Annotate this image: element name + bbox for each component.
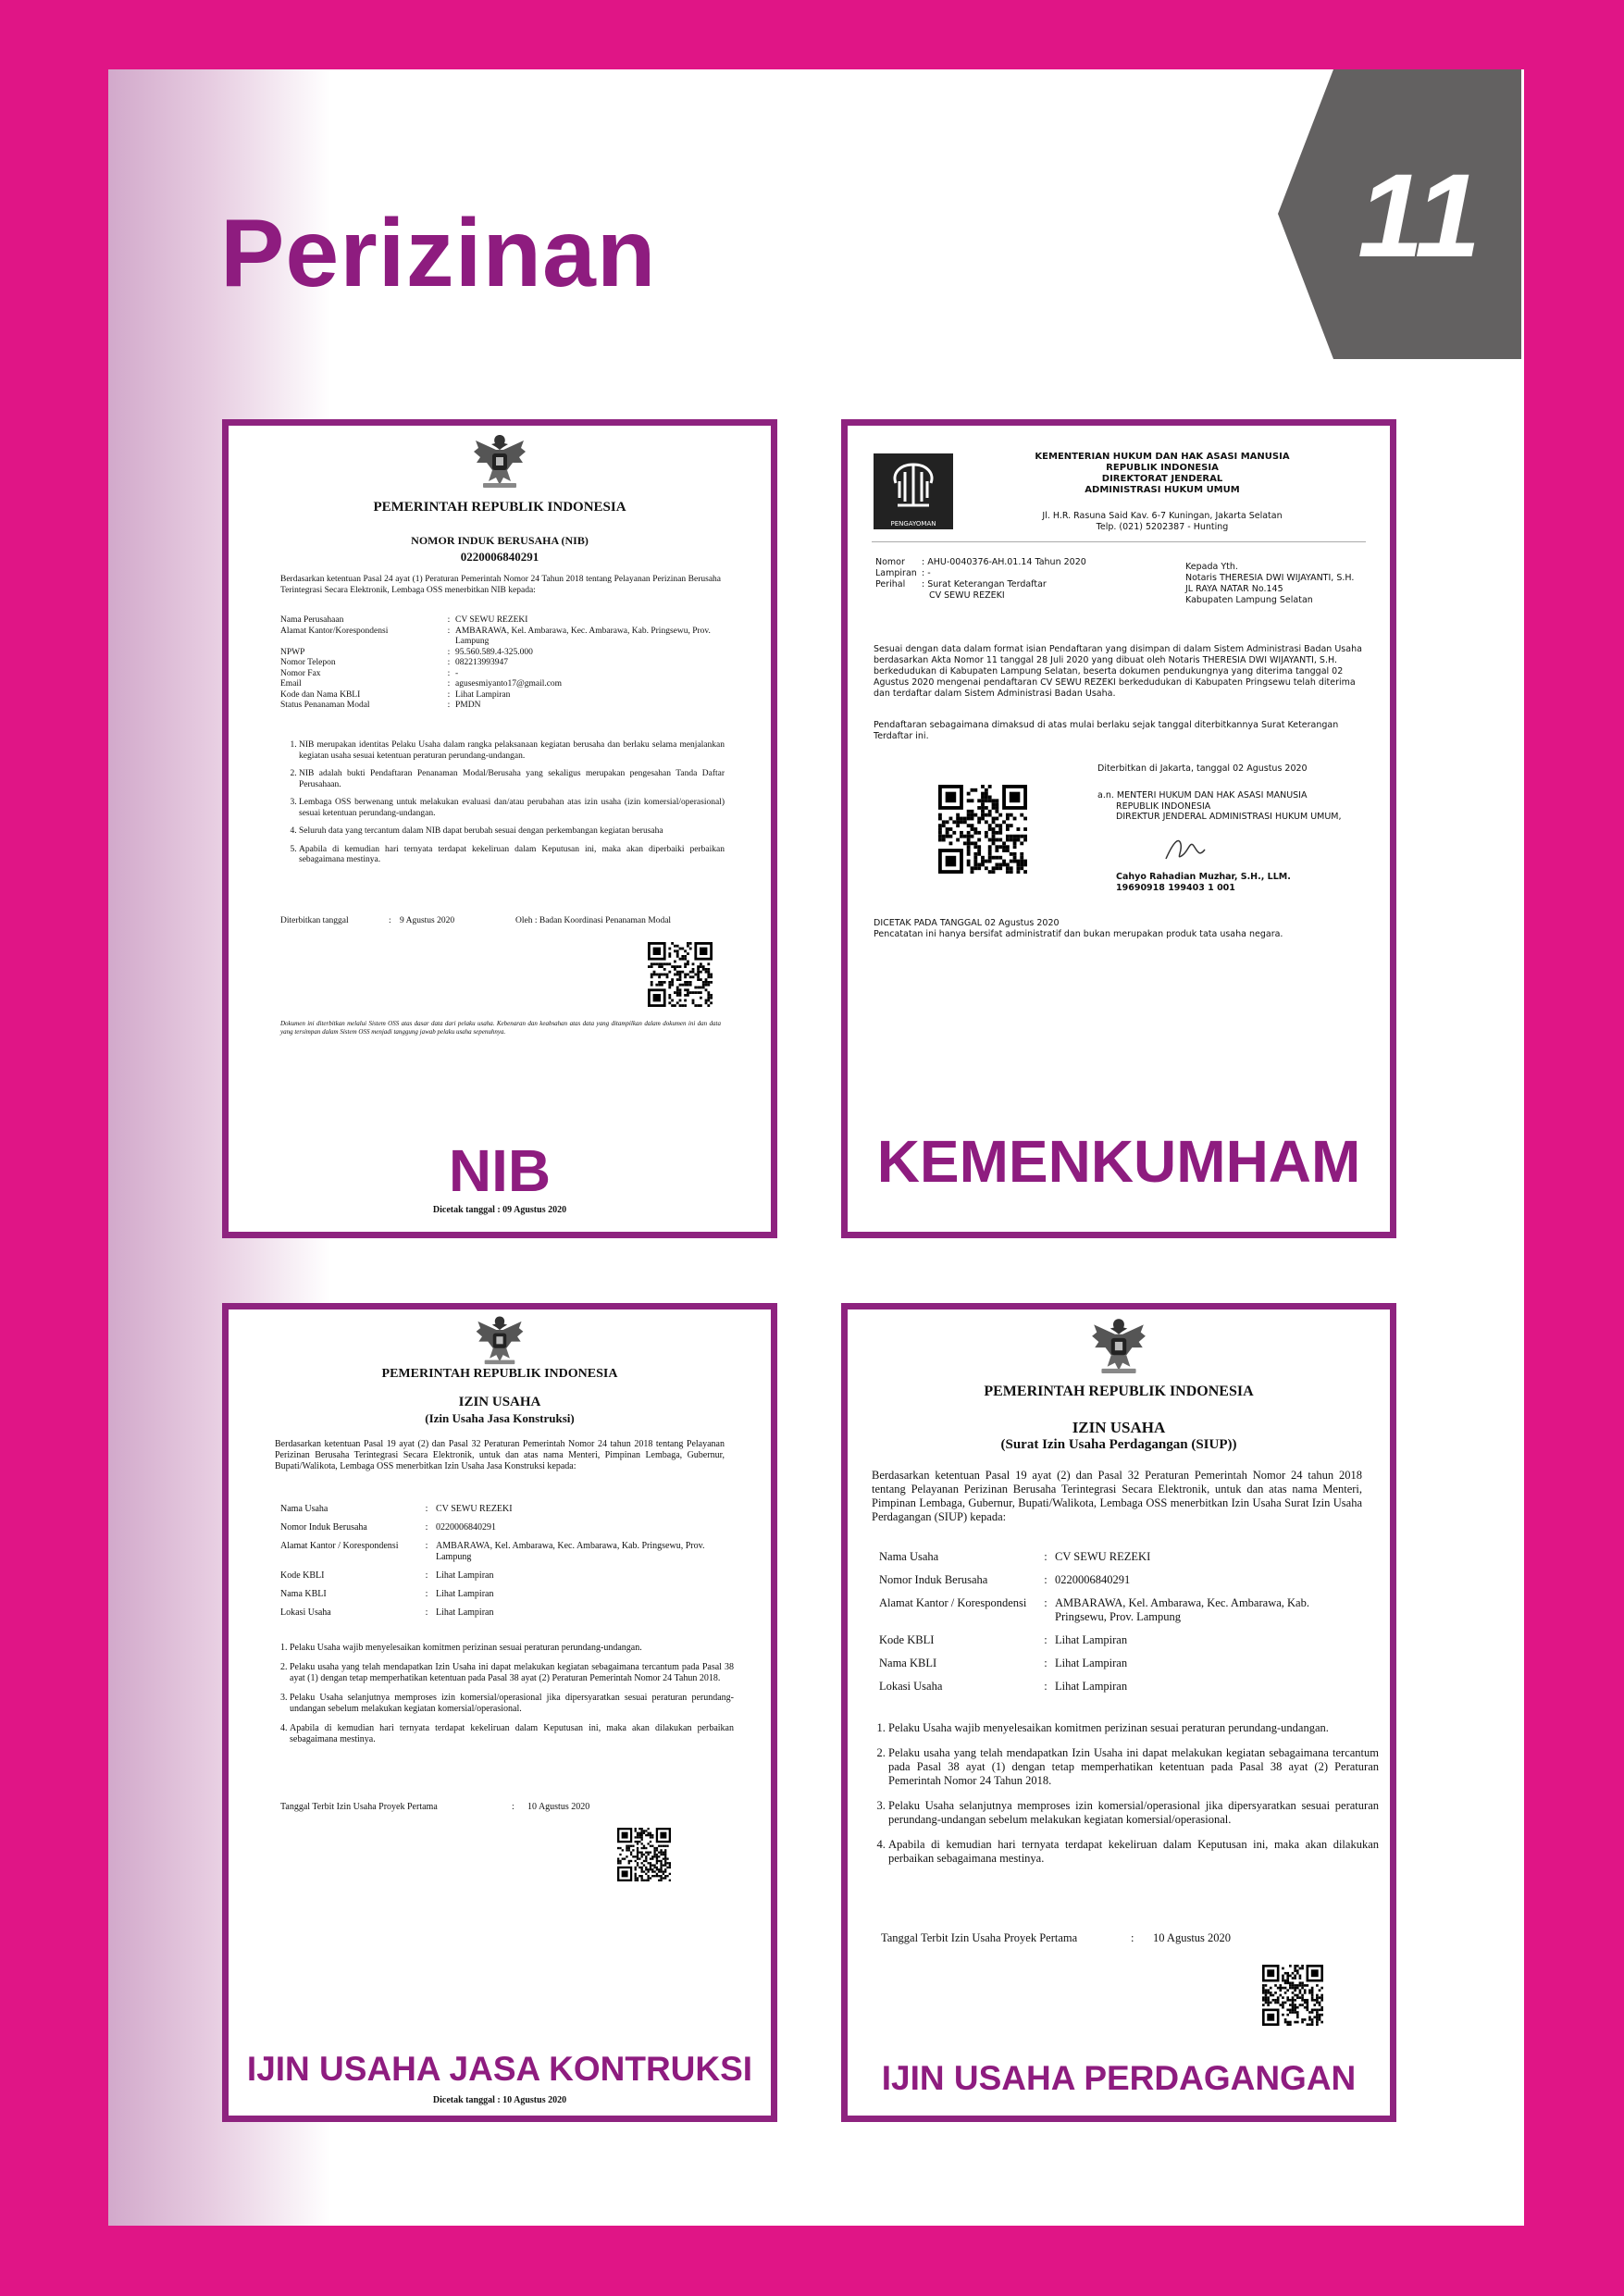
table-row: [280, 648, 721, 659]
field-separator: :: [1044, 1596, 1048, 1609]
qr-code-icon: [648, 942, 713, 1007]
field-value: -: [455, 668, 459, 678]
table-row: [280, 1589, 715, 1607]
government-heading: PEMERINTAH REPUBLIK INDONESIA: [373, 500, 626, 515]
table-row: [280, 679, 721, 690]
field-separator: :: [447, 679, 451, 689]
header-line: DIREKTORAT JENDERAL: [1101, 474, 1223, 484]
issued-date: 9 Agustus 2020: [400, 916, 455, 925]
field-separator: :: [425, 1607, 428, 1618]
issued-separator: :: [1131, 1931, 1134, 1944]
field-separator: :: [425, 1541, 428, 1551]
field-label: Nama Usaha: [280, 1504, 329, 1514]
print-note-block: [874, 918, 1283, 940]
field-label: Kode dan Nama KBLI: [280, 689, 361, 700]
government-heading: PEMERINTAH REPUBLIK INDONESIA: [984, 1384, 1254, 1399]
table-row: [879, 1633, 1360, 1657]
table-row: [280, 615, 721, 627]
field-separator: :: [447, 701, 451, 710]
address-line: Jl. H.R. Rasuna Said Kav. 6-7 Kuningan, Jakarta Selatan: [1042, 511, 1283, 521]
field-label: Nomor Induk Berusaha: [280, 1522, 367, 1533]
card-label: IJIN USAHA PERDAGANGAN: [881, 2059, 1357, 2097]
recipient-line: Kabupaten Lampung Selatan: [1185, 595, 1313, 605]
field-separator: :: [447, 689, 451, 700]
admin-note: Pencatatan ini hanya bersifat administratif dan bukan merupakan produk tata usaha negara.: [874, 929, 1283, 939]
card-label: IJIN USAHA JASA KONTRUKSI: [246, 2050, 753, 2088]
page-number: 11: [1357, 150, 1481, 282]
list-item: 2. Pelaku usaha yang telah mendapatkan Izin Usaha ini dapat melakukan kegiatan sebagaimana tercantum pada Pasal 38 ayat (1) dengan tetap memperhatikan ketentuan pada Pasal 38 ayat (2) Peraturan Pemerintah Nomor 24 Tahun 2018.: [888, 1746, 1379, 1788]
field-value: Lihat Lampiran: [1055, 1680, 1128, 1693]
issued-separator: :: [389, 916, 391, 925]
license-fields-table: [879, 1550, 1360, 1703]
doc-title: IZIN USAHA: [458, 1395, 541, 1409]
nib-provisions-list: [284, 740, 725, 866]
field-label: Lokasi Usaha: [280, 1607, 331, 1618]
header-line: REPUBLIK INDONESIA: [1106, 463, 1219, 473]
field-separator: :: [447, 626, 451, 636]
table-row: [280, 1504, 715, 1522]
field-separator: :: [1044, 1550, 1048, 1563]
list-item: 4. Apabila di kemudian hari ternyata terdapat kekeliruan dalam Keputusan ini, maka akan dilakukan perbaikan sebagaimana mestinya.: [888, 1838, 1379, 1866]
issued-date: 10 Agustus 2020: [527, 1802, 590, 1812]
field-label: Nama KBLI: [879, 1657, 937, 1669]
ministry-header: [968, 452, 1357, 496]
card-nib: [222, 419, 777, 1238]
list-item: 1. NIB merupakan identitas Pelaku Usaha dalam rangka pelaksanaan kegiatan berusaha dan berlaku selama menjalankan kegiatan usaha sesuai ketentuan peraturan perundang-undangan.: [299, 740, 725, 762]
table-row: [280, 1607, 715, 1626]
logo-caption: PENGAYOMAN: [890, 520, 936, 527]
table-row: [280, 690, 721, 701]
meta-value: CV SEWU REZEKI: [929, 590, 1005, 601]
meta-label: Perihal: [875, 579, 906, 590]
header-divider: [872, 541, 1366, 542]
issued-label: Diterbitkan tanggal: [280, 916, 349, 925]
on-behalf-line: REPUBLIK INDONESIA: [1116, 800, 1211, 812]
field-value: 95.560.589.4-325.000: [455, 647, 533, 657]
meta-value: : -: [922, 568, 931, 578]
field-value: 082213993947: [455, 658, 508, 667]
field-separator: :: [425, 1522, 428, 1533]
field-label: Lokasi Usaha: [879, 1680, 943, 1693]
page-number-badge: [1278, 69, 1521, 359]
issuer: Oleh : Badan Koordinasi Penanaman Modal: [515, 916, 672, 925]
field-label: NPWP: [280, 647, 305, 657]
doc-subtitle: (Surat Izin Usaha Perdagangan (SIUP)): [1000, 1437, 1237, 1452]
card-jasa-konstruksi: [222, 1303, 777, 2122]
field-value: CV SEWU REZEKI: [455, 615, 528, 625]
page-title: Perizinan: [220, 200, 657, 307]
recipient-line: Kepada Yth.: [1185, 562, 1238, 572]
table-row: [879, 1657, 1360, 1680]
table-row: [875, 568, 1086, 579]
table-row: [875, 557, 1086, 568]
signer-name: Cahyo Rahadian Muzhar, S.H., LLM.: [1116, 872, 1291, 882]
list-item: 2. NIB adalah bukti Pendaftaran Penanaman Modal/Berusaha yang sekaligus merupakan pengesahan Tanda Daftar Perusahaan.: [299, 769, 725, 790]
field-value: CV SEWU REZEKI: [436, 1504, 513, 1514]
on-behalf-line: a.n. MENTERI HUKUM DAN HAK ASASI MANUSIA: [1097, 790, 1308, 800]
field-label: Nomor Telepon: [280, 658, 336, 667]
field-value: Lihat Lampiran: [1055, 1633, 1128, 1646]
phone-line: Telp. (021) 5202387 - Hunting: [1096, 522, 1229, 532]
signature-icon: [1162, 833, 1209, 866]
ministry-address: [968, 511, 1357, 533]
table-row: [280, 1541, 715, 1570]
issued-separator: :: [512, 1802, 514, 1812]
garuda-emblem-icon: [473, 1311, 527, 1365]
meta-label: [875, 590, 922, 602]
field-value: Lihat Lampiran: [436, 1589, 494, 1599]
field-label: Kode KBLI: [879, 1633, 935, 1646]
card-kemenkumham: [841, 419, 1396, 1238]
list-item: 3. Pelaku Usaha selanjutnya memproses izin komersial/operasional jika dipersyaratkan sesuai peraturan perundang-undangan sebelum melakukan kegiatan komersial/operasional.: [290, 1693, 734, 1715]
doc-title: IZIN USAHA: [1072, 1419, 1166, 1436]
printed-date: Dicetak tanggal : 10 Agustus 2020: [432, 2095, 567, 2105]
field-label: Alamat Kantor/Korespondensi: [280, 626, 389, 636]
field-label: Nama Usaha: [879, 1550, 939, 1563]
table-row: [879, 1596, 1360, 1633]
list-item: 4. Apabila di kemudian hari ternyata terdapat kekeliruan dalam Keputusan ini, maka akan dilakukan perbaikan sebagaimana mestinya.: [290, 1723, 734, 1745]
list-item: 2. Pelaku usaha yang telah mendapatkan Izin Usaha ini dapat melakukan kegiatan sebagaimana tercantum pada Pasal 38 ayat (1) dengan tetap memperhatikan ketentuan pada Pasal 38 ayat (2) Peraturan Pemerintah Nomor 24 Tahun 2018.: [290, 1662, 734, 1684]
garuda-emblem-icon: [1090, 1313, 1147, 1374]
meta-value: : AHU-0040376-AH.01.14 Tahun 2020: [922, 557, 1086, 567]
field-separator: :: [1044, 1573, 1048, 1586]
issued-label: Tanggal Terbit Izin Usaha Proyek Pertama: [881, 1931, 1078, 1944]
table-row: [280, 669, 721, 680]
tree-icon: [874, 453, 953, 518]
field-label: Email: [280, 679, 302, 689]
list-item: 3. Lembaga OSS berwenang untuk melakukan evaluasi dan/atau perubahan atas izin usaha (izin komersial/operasional) sesuai ketentuan perundang-undangan.: [299, 798, 725, 819]
field-value: Lihat Lampiran: [436, 1570, 494, 1581]
signer-block: [1116, 872, 1291, 894]
field-separator: :: [1044, 1657, 1048, 1669]
table-row: [280, 701, 721, 712]
field-separator: :: [425, 1570, 428, 1581]
list-item: 1. Pelaku Usaha wajib menyelesaikan komitmen perizinan sesuai peraturan perundang-undangan.: [888, 1721, 1379, 1735]
header-line: KEMENTERIAN HUKUM DAN HAK ASASI MANUSIA: [1035, 452, 1290, 462]
garuda-emblem-icon: [472, 429, 527, 489]
meta-label: Lampiran: [875, 568, 917, 578]
table-row: [875, 579, 1086, 590]
on-behalf-line: DIREKTUR JENDERAL ADMINISTRASI HUKUM UMUM,: [1116, 812, 1342, 822]
issued-date: 10 Agustus 2020: [1153, 1931, 1232, 1944]
pengayoman-logo-icon: [874, 453, 953, 529]
license-provisions-list: [874, 1721, 1379, 1866]
doc-number: 0220006840291: [460, 550, 539, 564]
field-value: 0220006840291: [436, 1522, 496, 1533]
field-separator: :: [1044, 1680, 1048, 1693]
table-row: [879, 1680, 1360, 1703]
field-label: Nomor Fax: [280, 668, 321, 678]
table-row: [879, 1573, 1360, 1596]
header-line: ADMINISTRASI HUKUM UMUM: [1085, 485, 1240, 495]
field-separator: :: [447, 615, 451, 625]
printed-date: Dicetak tanggal : 09 Agustus 2020: [432, 1205, 567, 1215]
field-label: Nomor Induk Berusaha: [879, 1573, 988, 1586]
field-value: CV SEWU REZEKI: [1055, 1550, 1151, 1563]
recipient-line: Notaris THERESIA DWI WIJAYANTI, S.H.: [1185, 573, 1355, 583]
meta-value: : Surat Keterangan Terdaftar: [922, 579, 1047, 590]
field-value: Lihat Lampiran: [436, 1607, 494, 1618]
field-label: Nama Perusahaan: [280, 615, 344, 625]
field-value: Lihat Lampiran: [1055, 1657, 1128, 1669]
printed-date: DICETAK PADA TANGGAL 02 Agustus 2020: [874, 918, 1060, 928]
field-label: Kode KBLI: [280, 1570, 325, 1581]
government-heading: PEMERINTAH REPUBLIK INDONESIA: [381, 1367, 618, 1381]
card-label: NIB: [448, 1137, 552, 1204]
card-label: KEMENKUMHAM: [876, 1128, 1361, 1195]
nib-fields-table: [280, 615, 721, 712]
field-label: Status Penanaman Modal: [280, 701, 370, 710]
letter-body-1: Sesuai dengan data dalam format isian Pendaftaran yang disimpan di dalam Sistem Administrasi Badan Usaha berdasarkan Akta Nomor 11 tanggal 28 Juli 2020 yang dibuat oleh Notaris THERESIA DWI WIJAYANTI, S.H. berkedudukan di Kabupaten Lampung Selatan, beserta dokumen pendukungnya yang diterima tanggal 02 Agustus 2020 mengenai pendaftaran CV SEWU REZEKI berkedudukan di Kabupaten Pringsewu telah diterima dan terdaftar dalam Sistem Administrasi Badan Usaha.: [874, 644, 1362, 699]
table-row: [280, 627, 721, 648]
signer-id: 19690918 199403 1 001: [1116, 883, 1235, 893]
field-value: AMBARAWA, Kel. Ambarawa, Kec. Ambarawa, Kab. Pringsewu, Prov. Lampung: [455, 626, 711, 646]
intro-text: Berdasarkan ketentuan Pasal 19 ayat (2) dan Pasal 32 Peraturan Pemerintah Nomor 24 tahun 2018 tentang Pelayanan Perizinan Berusaha Terintegrasi Secara Elektronik, untuk dan atas nama Menteri, Pimpinan Lembaga, Gubernur, Bupati/Walikota, Lembaga OSS menerbitkan Izin Usaha Jasa Konstruksi kepada:: [275, 1439, 725, 1471]
field-value: Lihat Lampiran: [455, 689, 511, 700]
table-row: [280, 1522, 715, 1541]
list-item: 5. Apabila di kemudian hari ternyata terdapat kekeliruan dalam Keputusan ini, maka akan diperbaiki perbaikan sebagaimana mestinya.: [299, 845, 725, 866]
meta-label: Nomor: [875, 557, 905, 567]
field-separator: :: [425, 1504, 428, 1514]
license-provisions-list: [275, 1643, 734, 1745]
list-item: 4. Seluruh data yang tercantum dalam NIB dapat berubah sesuai dengan perkembangan kegiatan berusaha: [299, 826, 725, 838]
field-separator: :: [447, 668, 451, 678]
field-label: Nama KBLI: [280, 1589, 327, 1599]
list-item: 1. Pelaku Usaha wajib menyelesaikan komitmen perizinan sesuai peraturan perundang-undangan.: [290, 1643, 734, 1654]
field-separator: :: [425, 1589, 428, 1599]
list-item: 3. Pelaku Usaha selanjutnya memproses izin komersial/operasional jika dipersyaratkan sesuai peraturan perundang-undangan sebelum melakukan kegiatan komersial/operasional.: [888, 1799, 1379, 1827]
qr-code-icon: [938, 785, 1027, 874]
field-value: 0220006840291: [1055, 1573, 1131, 1586]
field-label: Alamat Kantor / Korespondensi: [280, 1541, 399, 1551]
footnote: Dokumen ini diterbitkan melalui Sistem OSS atas dasar data dari pelaku usaha. Kebenaran dan keabsahan atas data yang ditampilkan dalam dokumen ini dan data yang tersimpan dalam Sistem OSS menjadi tanggung jawab pelaku usaha sepenuhnya.: [280, 1020, 721, 1036]
field-label: Alamat Kantor / Korespondensi: [879, 1596, 1027, 1609]
table-row: [875, 590, 1086, 602]
table-row: [879, 1550, 1360, 1573]
field-separator: :: [447, 658, 451, 667]
issued-place-date: Diterbitkan di Jakarta, tanggal 02 Agustus 2020: [1097, 763, 1308, 774]
intro-text: Berdasarkan ketentuan Pasal 19 ayat (2) dan Pasal 32 Peraturan Pemerintah Nomor 24 tahun 2018 tentang Pelayanan Perizinan Berusaha Terintegrasi Secara Elektronik, untuk dan atas nama Menteri, Pimpinan Lembaga, Gubernur, Bupati/Walikota, Lembaga OSS menerbitkan Izin Usaha Surat Izin Usaha Perdagangan (SIUP) kepada:: [872, 1469, 1362, 1523]
intro-text: Berdasarkan ketentuan Pasal 24 ayat (1) Peraturan Pemerintah Nomor 24 Tahun 2018 tentang Pelayanan Perizinan Berusaha Terintegrasi Secara Elektronik, Lembaga OSS menerbitkan NIB kepada:: [280, 575, 721, 595]
doc-subtitle: (Izin Usaha Jasa Konstruksi): [425, 1411, 575, 1425]
field-value: AMBARAWA, Kel. Ambarawa, Kec. Ambarawa, Kab. Pringsewu, Prov. Lampung: [1055, 1596, 1309, 1623]
letter-body-2: Pendaftaran sebagaimana dimaksud di atas mulai berlaku sejak tanggal diterbitkannya Surat Keterangan Terdaftar ini.: [874, 720, 1339, 741]
field-value: AMBARAWA, Kel. Ambarawa, Kec. Ambarawa, Kab. Pringsewu, Prov. Lampung: [436, 1541, 705, 1562]
doc-title: NOMOR INDUK BERUSAHA (NIB): [411, 534, 589, 547]
recipient-block: [1185, 562, 1354, 606]
field-value: agusesmiyanto17@gmail.com: [455, 679, 563, 689]
license-fields-table: [280, 1504, 715, 1626]
on-behalf-block: [1097, 790, 1342, 823]
field-separator: :: [447, 647, 451, 657]
qr-code-icon: [1262, 1965, 1323, 2026]
table-row: [280, 658, 721, 669]
recipient-line: JL RAYA NATAR No.145: [1185, 584, 1283, 594]
card-perdagangan: [841, 1303, 1396, 2122]
qr-code-icon: [617, 1828, 671, 1881]
field-separator: :: [1044, 1633, 1048, 1646]
issued-label: Tanggal Terbit Izin Usaha Proyek Pertama: [280, 1802, 438, 1812]
field-value: PMDN: [455, 701, 481, 710]
letter-meta-table: [875, 557, 1086, 602]
page-sheet: [108, 69, 1524, 2226]
table-row: [280, 1570, 715, 1589]
